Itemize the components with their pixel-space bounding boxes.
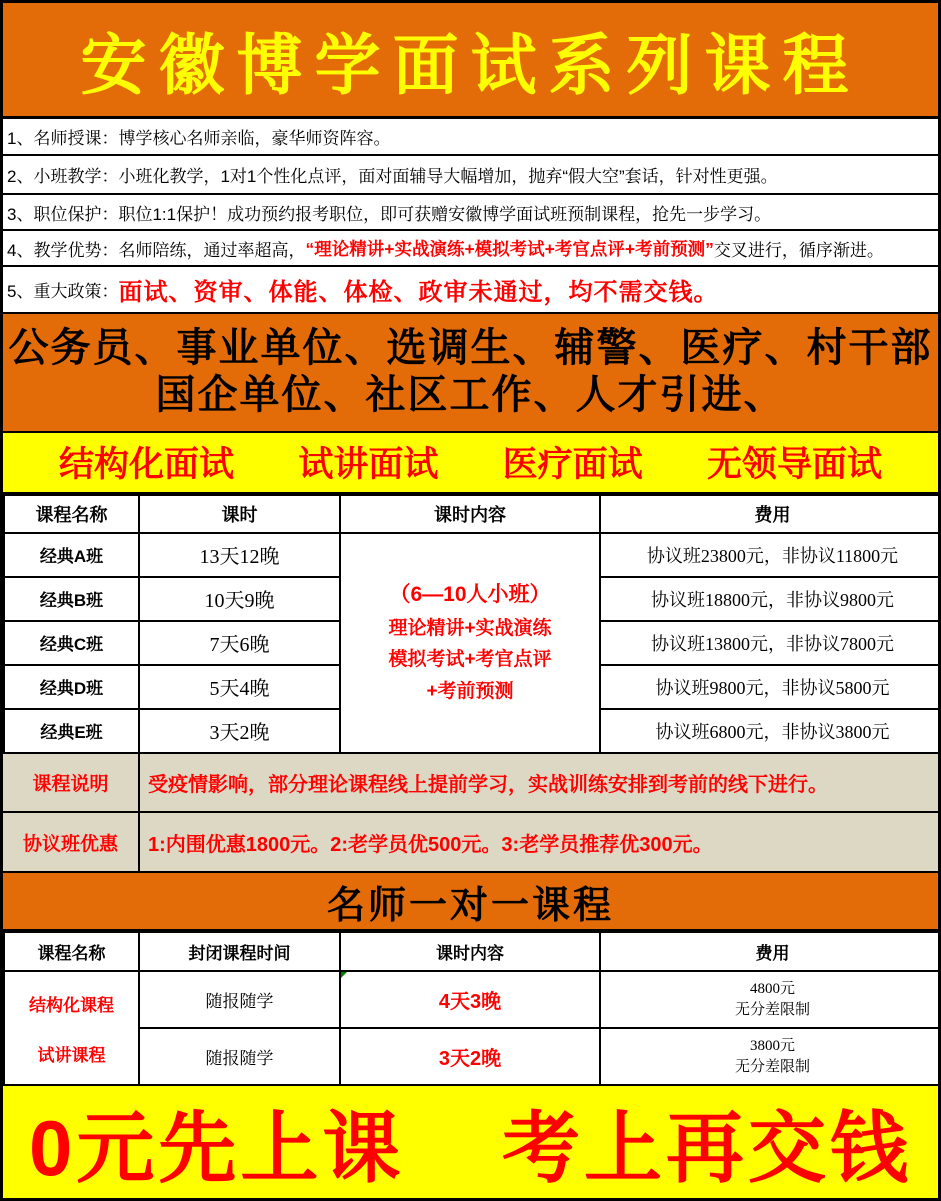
feature-row-4 [3, 231, 938, 267]
course-duration: 7天6晚 [139, 621, 340, 665]
content-line: +考前预测 [426, 680, 514, 702]
header-cell-schedule: 封闭课程时间 [139, 932, 340, 971]
header-cell-duration: 课时 [139, 495, 340, 533]
course-row-a [4, 533, 941, 577]
course-name: 经典D班 [4, 665, 139, 709]
course-table [3, 494, 941, 754]
one-on-one-title: 名师一对一课程 [326, 884, 614, 927]
feature-text: 3、职位保护：职位1:1保护！成功预约报考职位，即可获赠安徽博学面试班预制课程，抢先一步学习。 [7, 204, 772, 224]
content-line: 理论精讲+实战演练 [388, 617, 552, 639]
feature-text: 4、教学优势：名师陪练，通过率超高， [7, 240, 306, 260]
note-label: 协议班优惠 [3, 813, 140, 871]
header-cell-content: 课时内容 [340, 932, 600, 971]
track-item-structured: 结构化面试 [59, 445, 235, 485]
course-table-header-row [4, 495, 941, 533]
course-name: 经典B班 [4, 577, 139, 621]
feature-text: 2、小班教学：小班化教学，1对1个性化点评，面对面辅导大幅增加，抛弃“假大空”套话，针对性更强。 [7, 166, 778, 186]
fee-amount: 3800元 [749, 1038, 795, 1055]
header-cell-course-name: 课程名称 [4, 932, 139, 971]
track-item-lecture: 试讲面试 [298, 445, 439, 485]
content-line: （6—10人小班） [389, 583, 551, 607]
course-fee: 协议班9800元，非协议5800元 [600, 665, 941, 709]
feature-highlight: 面试、资审、体能、体检、政审未通过，均不需交钱。 [118, 279, 719, 307]
course-duration: 5天4晚 [139, 665, 340, 709]
header-cell-fee: 费用 [600, 495, 941, 533]
track-item-medical: 医疗面试 [502, 445, 643, 485]
track-item-leaderless: 无领导面试 [706, 445, 882, 485]
feature-text: 5、重大政策： [7, 282, 119, 302]
course-duration-text: 4天3晚 [438, 991, 502, 1013]
course-fee: 协议班6800元，非协议3800元 [600, 709, 941, 753]
one-on-one-table [3, 931, 941, 1086]
footer-slogan-banner [3, 1086, 938, 1198]
feature-row-3 [3, 195, 938, 231]
feature-suffix: 交叉进行，循序渐进。 [713, 240, 884, 260]
note-row-discount [3, 813, 938, 873]
course-duration: 3天2晚 [139, 709, 340, 753]
course-name: 经典C班 [4, 621, 139, 665]
course-duration: 13天12晚 [139, 533, 340, 577]
note-text: 受疫情影响，部分理论课程线上提前学习，实战训练安排到考前的线下进行。 [148, 773, 828, 796]
course-content-cell [340, 533, 600, 753]
header-cell-fee: 费用 [600, 932, 941, 971]
course-fee: 协议班18800元，非协议9800元 [600, 577, 941, 621]
audience-banner [3, 314, 938, 433]
fee-amount: 4800元 [749, 981, 795, 998]
note-label: 课程说明 [3, 754, 140, 812]
header-cell-content: 课时内容 [340, 495, 600, 533]
course-name-structured: 结构化课程 [29, 995, 114, 1015]
course-fee [600, 1028, 941, 1085]
feature-row-2 [3, 156, 938, 196]
footer-slogan-left: 0元先上课 [29, 1104, 405, 1192]
course-fee: 协议班23800元，非协议11800元 [600, 533, 941, 577]
course-fee [600, 971, 941, 1028]
one-on-one-row-2 [4, 1028, 941, 1085]
audience-line-2: 国企单位、社区工作、人才引进、 [155, 373, 786, 418]
content-line: 模拟考试+考官点评 [388, 649, 552, 671]
audience-line-1: 公务员、事业单位、选调生、辅警、医疗、村干部 [8, 326, 933, 371]
course-name-lecture: 试讲课程 [37, 1045, 106, 1065]
course-name: 经典E班 [4, 709, 139, 753]
course-duration [340, 971, 600, 1028]
fee-note: 无分差限制 [734, 1058, 810, 1075]
course-duration [340, 1028, 600, 1085]
course-name: 经典A班 [4, 533, 139, 577]
page-title: 安徽博学面试系列课程 [80, 25, 861, 104]
green-corner-marker [341, 972, 347, 978]
footer-slogan-right: 考上再交钱 [501, 1104, 912, 1192]
feature-highlight: “理论精讲+实战演练+模拟考试+考官点评+考前预测” [305, 238, 714, 259]
feature-row-5 [3, 267, 938, 314]
course-fee: 协议班13800元，非协议7800元 [600, 621, 941, 665]
note-text: 1:内围优惠1800元。2:老学员优500元。3:老学员推荐优300元。 [148, 833, 713, 856]
feature-row-1 [3, 119, 938, 156]
header-banner [3, 3, 938, 119]
note-row-course-description [3, 754, 938, 814]
header-cell-course-name: 课程名称 [4, 495, 139, 533]
course-duration-text: 3天2晚 [438, 1048, 502, 1070]
tracks-banner [3, 433, 938, 494]
feature-text: 1、名师授课：博学核心名师亲临，豪华师资阵容。 [7, 128, 391, 148]
one-on-one-row-1 [4, 971, 941, 1028]
one-on-one-banner [3, 873, 938, 931]
fee-note: 无分差限制 [734, 1001, 810, 1018]
one-on-one-course-names [4, 971, 139, 1085]
course-schedule: 随报随学 [139, 1028, 340, 1085]
course-duration: 10天9晚 [139, 577, 340, 621]
course-schedule: 随报随学 [139, 971, 340, 1028]
one-on-one-header-row [4, 932, 941, 971]
